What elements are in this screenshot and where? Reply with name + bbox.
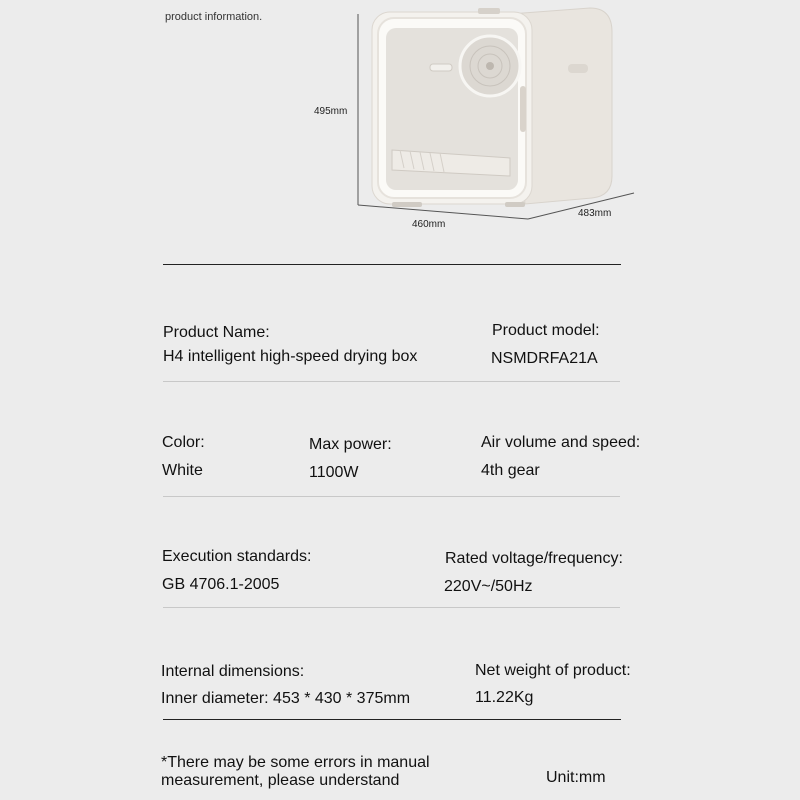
execution-standards-value: GB 4706.1-2005 [162, 576, 280, 593]
internal-dimensions-value: Inner diameter: 453 * 430 * 375mm [161, 690, 411, 707]
product-model-label: Product model: [492, 322, 600, 339]
color-label: Color: [162, 434, 205, 451]
product-name-label: Product Name: [163, 324, 270, 341]
door-handle [520, 86, 526, 132]
measurement-note-line2: measurement, please understand [161, 772, 400, 789]
execution-standards-label: Execution standards: [162, 548, 312, 565]
depth-dimension-label: 483mm [578, 208, 612, 219]
max-power-value: 1100W [309, 464, 359, 481]
row-divider [163, 496, 620, 497]
rated-voltage-value: 220V~/50Hz [444, 578, 533, 595]
net-weight-label: Net weight of product: [475, 662, 631, 679]
section-divider [163, 719, 621, 720]
measurement-note [161, 754, 430, 790]
row-divider [163, 607, 620, 608]
width-dimension-label: 460mm [412, 219, 446, 230]
net-weight-value: 11.22Kg [475, 689, 534, 706]
measurement-note-line1: *There may be some errors in manual [161, 754, 430, 771]
air-volume-label: Air volume and speed: [481, 434, 641, 451]
row-divider [163, 381, 620, 382]
rated-voltage-label: Rated voltage/frequency: [445, 550, 623, 567]
header-note: product information. [165, 11, 263, 23]
product-model-value: NSMDRFA21A [491, 350, 598, 367]
width-dimension-line [358, 205, 528, 219]
air-volume-value: 4th gear [481, 462, 540, 479]
internal-dimensions-label: Internal dimensions: [161, 663, 305, 680]
color-value: White [162, 462, 203, 479]
unit-label: Unit:mm [546, 769, 606, 786]
product-name-value: H4 intelligent high-speed drying box [163, 348, 418, 365]
section-divider [163, 264, 621, 265]
product-illustration [0, 0, 800, 260]
height-dimension-label: 495mm [314, 106, 348, 117]
max-power-label: Max power: [309, 436, 392, 453]
